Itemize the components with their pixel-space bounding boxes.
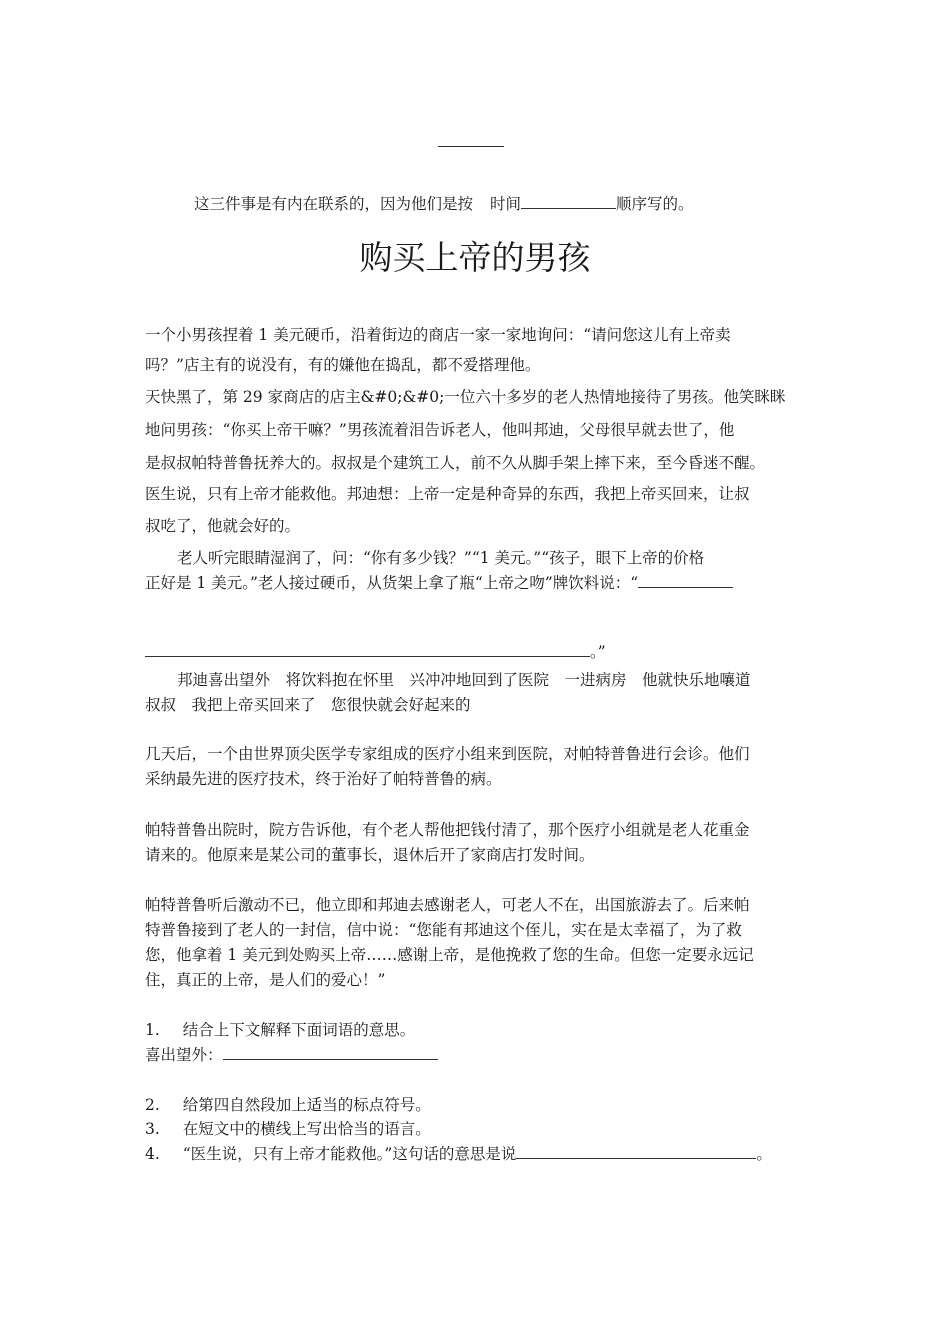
question-text: “医生说，只有上帝才能救他。”这句话的意思是说 <box>182 1145 517 1163</box>
intro-text-before: 这三件事是有内在联系的，因为他们是按 <box>194 195 474 213</box>
story-line: 特普鲁接到了老人的一封信，信中说：“您能有邦迪这个侄儿，实在是太幸福了，为了救 <box>145 921 742 939</box>
story-line <box>145 640 606 662</box>
intro-word: 时间 <box>489 195 521 213</box>
question-number: 2. <box>145 1096 160 1114</box>
story-line-text: 正好是 1 美元。”老人接过硬币，从货架上拿了瓶“上帝之吻”牌饮料说：“ <box>145 574 639 592</box>
story-line: 一个小男孩捏着 1 美元硬币，沿着街边的商店一家一家地询问：“请问您这儿有上帝卖 <box>145 326 731 344</box>
story-line: 帕特普鲁听后激动不已，他立即和邦迪去感谢老人，可老人不在，出国旅游去了。后来帕 <box>145 896 750 914</box>
story-line: 住，真正的上帝，是人们的爱心！” <box>145 971 386 989</box>
question-3 <box>145 1117 431 1139</box>
question-4-answer-blank[interactable] <box>516 1158 756 1159</box>
story-line: 请来的。他原来是某公司的董事长，退休后开了家商店打发时间。 <box>145 846 595 864</box>
question-1-sub <box>145 1043 438 1065</box>
question-term: 喜出望外： <box>145 1046 223 1064</box>
story-line: 吗？”店主有的说没有，有的嫌他在捣乱，都不爱搭理他。 <box>145 356 541 374</box>
story-line: 是叔叔帕特普鲁抚养大的。叔叔是个建筑工人，前不久从脚手架上摔下来，至今昏迷不醒。 <box>145 454 766 472</box>
story-line: 医生说，只有上帝才能救他。邦迪想：上帝一定是种奇异的东西，我把上帝买回来，让叔 <box>145 485 750 503</box>
story-line: 采纳最先进的医疗技术，终于治好了帕特普鲁的病。 <box>145 770 502 788</box>
story-line: 老人听完眼睛湿润了，问：“你有多少钱？”“1 美元。”“孩子，眼下上帝的价格 <box>177 549 705 567</box>
question-text: 结合上下文解释下面词语的意思。 <box>182 1021 416 1039</box>
top-answer-line <box>438 146 504 147</box>
question-number: 1. <box>145 1021 160 1039</box>
question-number: 3. <box>145 1120 160 1138</box>
question-text: 给第四自然段加上适当的标点符号。 <box>182 1096 431 1114</box>
story-line <box>145 571 733 593</box>
story-line: 您，他拿着 1 美元到处购买上帝……感谢上帝，是他挽救了您的生命。但您一定要永远记 <box>145 946 754 964</box>
question-2 <box>145 1093 431 1115</box>
intro-text-after: 顺序写的。 <box>615 195 694 213</box>
story-line: 天快黑了，第 29 家商店的店主&#0;&#0;一位六十多岁的老人热情地接待了男孩。他笑眯眯 <box>145 388 786 406</box>
story-line: 帕特普鲁出院时，院方告诉他，有个老人帮他把钱付清了，那个医疗小组就是老人花重金 <box>145 821 750 839</box>
intro-sentence <box>194 192 693 214</box>
quote-answer-blank-1[interactable] <box>638 587 733 588</box>
intro-answer-blank[interactable] <box>521 208 616 209</box>
question-1-answer-blank[interactable] <box>223 1059 438 1060</box>
story-line: 地问男孩：“你买上帝干嘛？”男孩流着泪告诉老人，他叫邦迪，父母很早就去世了，他 <box>145 421 735 439</box>
story-line: 叔吃了，他就会好的。 <box>145 517 301 535</box>
story-line: 叔叔 我把上帝买回来了 您很快就会好起来的 <box>145 696 471 714</box>
question-1 <box>145 1018 415 1040</box>
question-text: 在短文中的横线上写出恰当的语言。 <box>182 1120 431 1138</box>
story-line: 邦迪喜出望外 将饮料抱在怀里 兴冲冲地回到了医院 一进病房 他就快乐地嚷道 <box>177 671 751 689</box>
quote-end: 。” <box>590 643 606 661</box>
question-4 <box>145 1142 772 1164</box>
question-end: 。 <box>756 1145 772 1163</box>
page-title: 购买上帝的男孩 <box>359 238 591 277</box>
question-number: 4. <box>145 1145 160 1163</box>
quote-answer-blank-2[interactable] <box>145 656 590 657</box>
story-line: 几天后，一个由世界顶尖医学专家组成的医疗小组来到医院，对帕特普鲁进行会诊。他们 <box>145 745 750 763</box>
